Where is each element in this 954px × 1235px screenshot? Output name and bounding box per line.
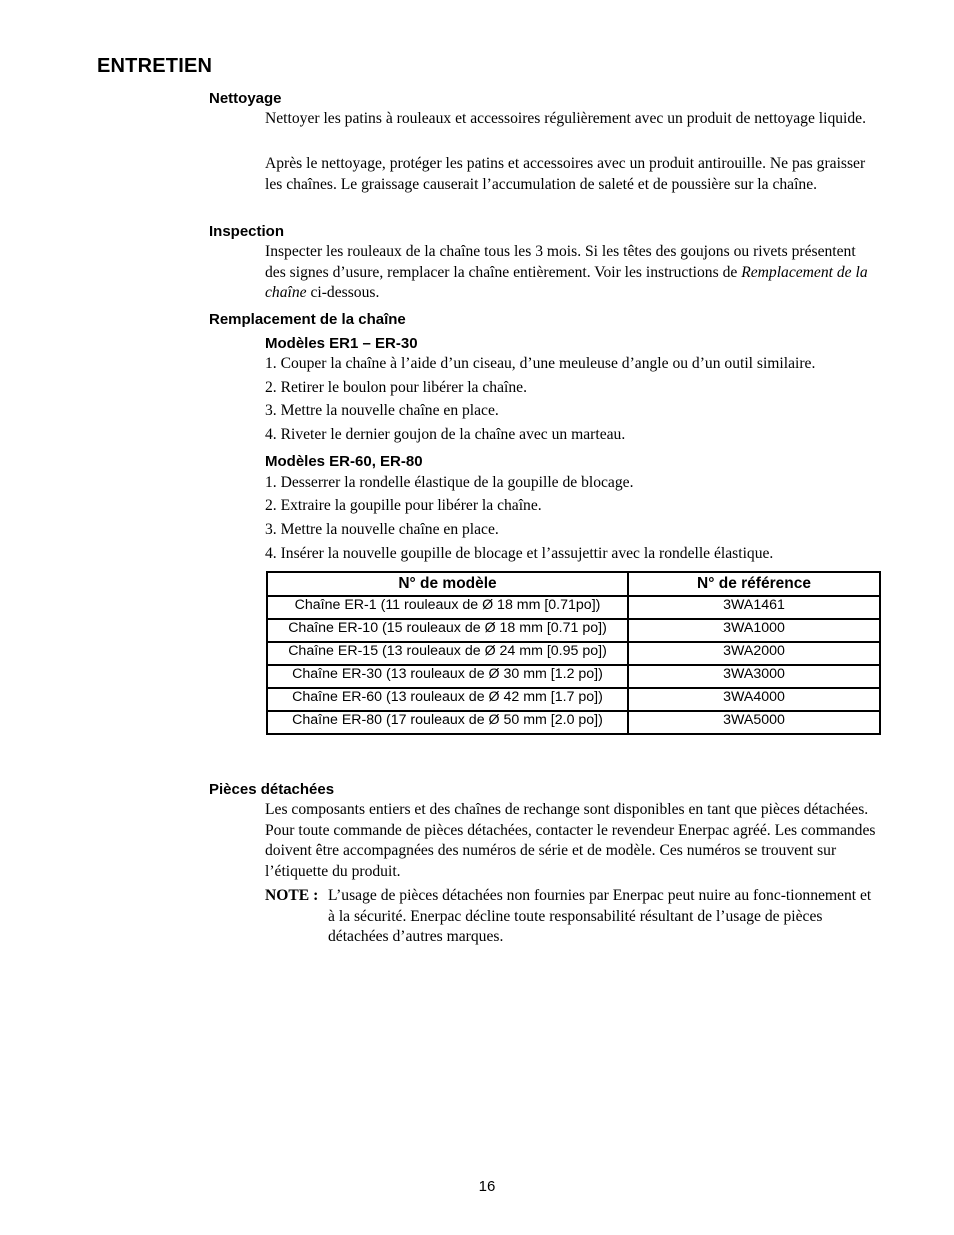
table-header-row bbox=[267, 572, 880, 596]
note-text: L’usage de pièces détachées non fournies par Enerpac peut nuire au fonc-tionnement et à la sécurité. Enerpac décline toute responsabilité résultant de l’usage de pièces détachées d’autres marques. bbox=[328, 887, 872, 946]
inspection-text-end: ci-dessous. bbox=[306, 284, 380, 302]
step-item: 3. Mettre la nouvelle chaîne en place. bbox=[265, 521, 499, 538]
step-item: 2. Extraire la goupille pour libérer la chaîne. bbox=[265, 497, 542, 514]
reference-cell: 3WA1461 bbox=[628, 596, 880, 619]
table-row bbox=[267, 596, 880, 619]
table-row bbox=[267, 711, 880, 734]
table-row bbox=[267, 688, 880, 711]
inspection-text-link-italic: Remplacement de la chaîne bbox=[265, 263, 868, 302]
step-item: 1. Couper la chaîne à l’aide d’un ciseau, d’une meuleuse d’angle ou d’un outil similaire. bbox=[265, 355, 816, 372]
models-er60-er80-heading: Modèles ER-60, ER-80 bbox=[265, 453, 423, 470]
column-header-reference: N° de référence bbox=[628, 572, 880, 596]
cleaning-paragraph-2: Après le nettoyage, protéger les patins et accessoires avec un produit antirouille. Ne pas graisser les chaînes. Le graissage causerait l’accumulation de saleté et de poussière sur la chaîne. bbox=[265, 155, 866, 193]
inspection-text-start: Inspecter les rouleaux de la chaîne tous les 3 mois. Si les têtes des goujons ou rivets présentent des signes d’usure, remplacer la chaîne entièrement. Voir les instructions de bbox=[265, 243, 856, 281]
models-er1-er30-heading: Modèles ER1 – ER-30 bbox=[265, 335, 418, 352]
spare-parts-paragraph: Les composants entiers et des chaînes de rechange sont disponibles en tant que pièces détachées. Pour toute commande de pièces détachées, contacter le revendeur Enerpac agréé. Les commandes doivent être accompagnées des numéros de série et de modèle. Ces numéros se trouvent sur l’étiquette du produit. bbox=[265, 801, 876, 880]
table-row bbox=[267, 665, 880, 688]
page-number: 16 bbox=[478, 1178, 496, 1195]
step-item: 4. Riveter le dernier goujon de la chaîne avec un marteau. bbox=[265, 426, 626, 443]
replacement-heading: Remplacement de la chaîne bbox=[209, 311, 406, 328]
column-header-model: N° de modèle bbox=[267, 572, 628, 596]
model-cell: Chaîne ER-10 (15 rouleaux de Ø 18 mm [0.71 po]) bbox=[267, 619, 628, 642]
cleaning-heading: Nettoyage bbox=[209, 90, 282, 107]
step-item: 3. Mettre la nouvelle chaîne en place. bbox=[265, 402, 499, 419]
model-cell: Chaîne ER-30 (13 rouleaux de Ø 30 mm [1.2 po]) bbox=[267, 665, 628, 688]
inspection-paragraph bbox=[265, 242, 880, 304]
table-row bbox=[267, 619, 880, 642]
inspection-heading: Inspection bbox=[209, 223, 285, 240]
table-row bbox=[267, 642, 880, 665]
model-cell: Chaîne ER-80 (17 rouleaux de Ø 50 mm [2.0 po]) bbox=[267, 711, 628, 734]
spare-parts-heading: Pièces détachées bbox=[209, 781, 335, 798]
note-block bbox=[265, 886, 880, 948]
model-cell: Chaîne ER-15 (13 rouleaux de Ø 24 mm [0.95 po]) bbox=[267, 642, 628, 665]
parts-table bbox=[266, 571, 881, 735]
reference-cell: 3WA1000 bbox=[628, 619, 880, 642]
step-item: 4. Insérer la nouvelle goupille de blocage et l’assujettir avec la rondelle élastique. bbox=[265, 545, 774, 562]
reference-cell: 3WA2000 bbox=[628, 642, 880, 665]
step-item: 2. Retirer le boulon pour libérer la chaîne. bbox=[265, 379, 527, 396]
reference-cell: 3WA3000 bbox=[628, 665, 880, 688]
note-label: NOTE : bbox=[265, 887, 319, 904]
model-cell: Chaîne ER-1 (11 rouleaux de Ø 18 mm [0.71po]) bbox=[267, 596, 628, 619]
reference-cell: 3WA5000 bbox=[628, 711, 880, 734]
step-item: 1. Desserrer la rondelle élastique de la goupille de blocage. bbox=[265, 474, 634, 491]
model-cell: Chaîne ER-60 (13 rouleaux de Ø 42 mm [1.7 po]) bbox=[267, 688, 628, 711]
reference-cell: 3WA4000 bbox=[628, 688, 880, 711]
cleaning-paragraph-1: Nettoyer les patins à rouleaux et accessoires régulièrement avec un produit de nettoyage liquide. bbox=[265, 110, 866, 127]
page-title: ENTRETIEN bbox=[97, 55, 213, 77]
